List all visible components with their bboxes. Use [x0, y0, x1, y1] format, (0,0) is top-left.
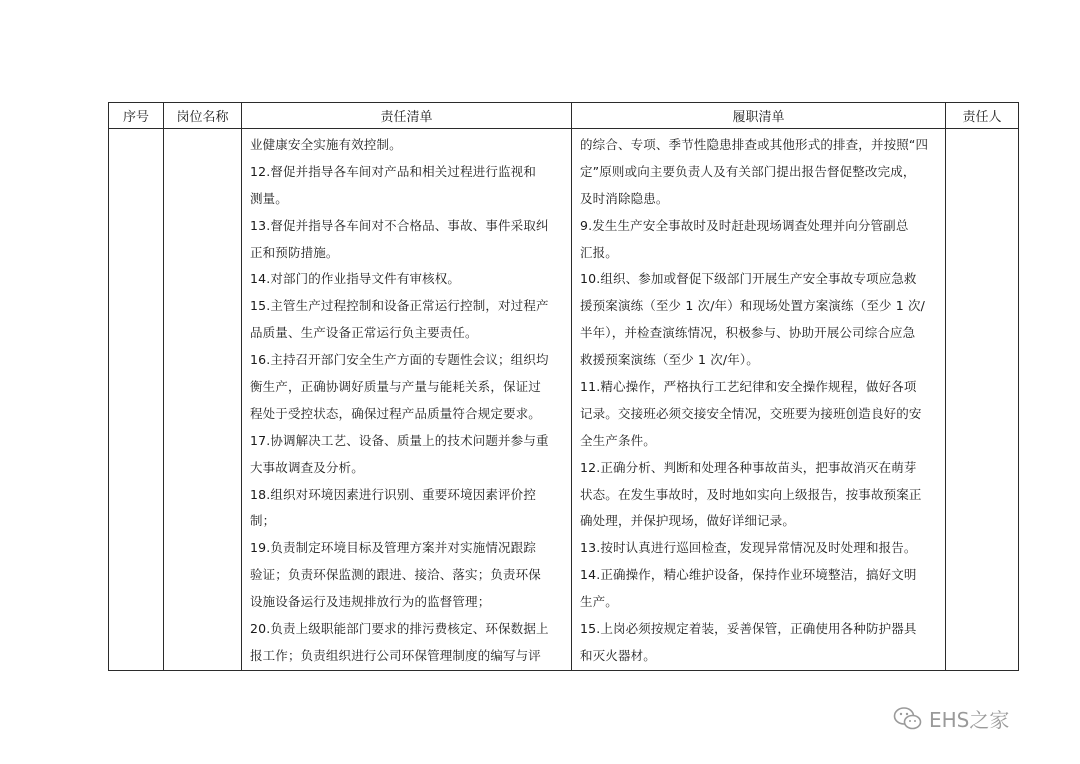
text-line: 10.组织、参加或督促下级部门开展生产安全事故专项应急救: [580, 271, 917, 287]
text-line: 全生产条件。: [580, 432, 656, 448]
header-position: 岗位名称: [164, 103, 242, 129]
table-row: [109, 129, 1019, 671]
text-line: 状态。在发生事故时，及时地如实向上级报告，按事故预案正: [580, 486, 922, 502]
wechat-icon: [893, 706, 923, 732]
text-line: 17.协调解决工艺、设备、质量上的技术问题并参与重: [250, 432, 549, 448]
text-line: 15.主管生产过程控制和设备正常运行控制，对过程产: [250, 298, 549, 314]
header-responsibility: 责任清单: [242, 103, 572, 129]
watermark-text: EHS之家: [929, 708, 1010, 732]
text-line: 正和预防措施。: [250, 244, 339, 260]
text-line: 20.负责上级职能部门要求的排污费核定、环保数据上: [250, 621, 549, 637]
text-line: 设施设备运行及违规排放行为的监督管理；: [250, 594, 491, 610]
text-line: 16.主持召开部门安全生产方面的专题性会议；组织均: [250, 352, 549, 368]
header-row: [109, 103, 1019, 129]
text-line: 半年），并检查演练情况，积极参与、协助开展公司综合应急: [580, 325, 916, 341]
text-line: 业健康安全实施有效控制。: [250, 137, 402, 152]
text-line: 及时消除隐患。: [580, 190, 669, 206]
text-line: 15.上岗必须按规定着装，妥善保管，正确使用各种防护器具: [580, 621, 917, 637]
header-index: 序号: [109, 103, 164, 129]
text-line: 大事故调查及分析。: [250, 459, 364, 475]
responsibility-table: [108, 102, 1019, 671]
text-line: 验证；负责环保监测的跟进、接洽、落实；负责环保: [250, 567, 541, 583]
text-line: 12.正确分析、判断和处理各种事故苗头，把事故消灭在萌芽: [580, 459, 917, 475]
text-line: 18.组织对环境因素进行识别、重要环境因素评价控: [250, 486, 536, 502]
text-line: 9.发生生产安全事故时及时赶赴现场调查处理并向分管副总: [580, 217, 909, 233]
text-line: 14.对部门的作业指导文件有审核权。: [250, 271, 461, 287]
cell-performance: [572, 129, 946, 671]
cell-index: [109, 129, 164, 671]
cell-owner: [946, 129, 1019, 671]
text-line: 的综合、专项、季节性隐患排查或其他形式的排查，并按照“四: [580, 137, 929, 152]
text-line: 记录。交接班必须交接安全情况，交班要为接班创造良好的安: [580, 405, 922, 421]
header-performance: 履职清单: [572, 103, 946, 129]
text-line: 19.负责制定环境目标及管理方案并对实施情况跟踪: [250, 540, 536, 556]
text-line: 汇报。: [580, 244, 618, 260]
text-line: 确处理，并保护现场，做好详细记录。: [580, 513, 796, 529]
text-line: 程处于受控状态，确保过程产品质量符合规定要求。: [250, 405, 541, 421]
text-line: 14.正确操作，精心维护设备，保持作业环境整洁，搞好文明: [580, 567, 917, 583]
text-line: 定”原则或向主要负责人及有关部门提出报告督促整改完成，: [580, 163, 916, 179]
text-line: 11.精心操作，严格执行工艺纪律和安全操作规程，做好各项: [580, 379, 917, 395]
text-line: 制；: [250, 513, 276, 529]
cell-responsibility: [242, 129, 572, 671]
text-line: 救援预案演练（至少 1 次/年）。: [580, 352, 759, 368]
text-line: 衡生产，正确协调好质量与产量与能耗关系，保证过: [250, 379, 541, 395]
text-line: 12.督促并指导各车间对产品和相关过程进行监视和: [250, 163, 536, 179]
text-line: 援预案演练（至少 1 次/年）和现场处置方案演练（至少 1 次/: [580, 298, 926, 314]
text-line: 品质量、生产设备正常运行负主要责任。: [250, 325, 478, 341]
text-line: 13.督促并指导各车间对不合格品、事故、事件采取纠: [250, 217, 549, 233]
text-line: 生产。: [580, 594, 618, 610]
text-line: 测量。: [250, 190, 288, 206]
watermark: [893, 704, 1009, 733]
text-line: 13.按时认真进行巡回检查，发现异常情况及时处理和报告。: [580, 540, 917, 556]
text-line: 报工作；负责组织进行公司环保管理制度的编写与评: [250, 647, 541, 663]
cell-position: [164, 129, 242, 671]
header-owner: 责任人: [946, 103, 1019, 129]
text-line: 和灭火器材。: [580, 647, 656, 663]
